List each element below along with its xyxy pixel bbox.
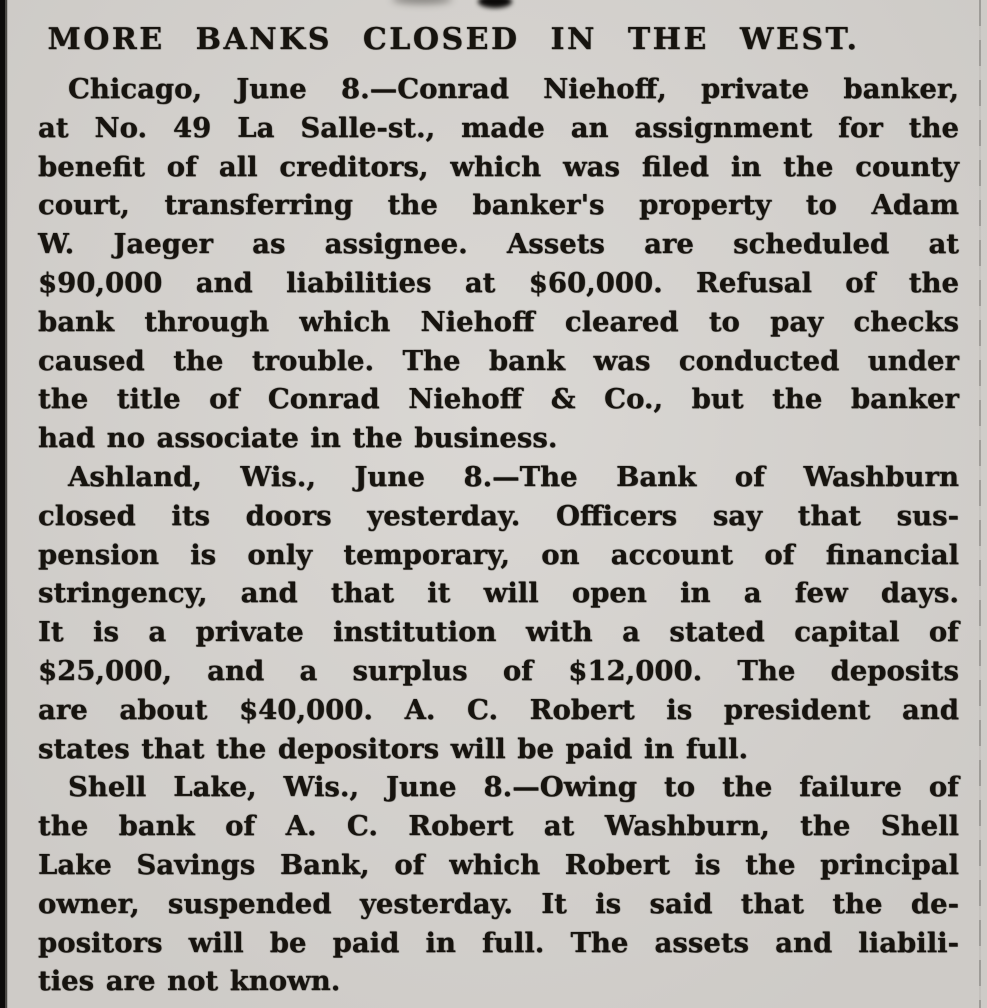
text-line: positors will be paid in full. The assets and liabili- bbox=[38, 926, 959, 959]
text-line: Chicago, June 8.—Conrad Niehoff, private banker, bbox=[68, 73, 959, 105]
text-line: are about $40,000. A. C. Robert is president and bbox=[38, 693, 959, 726]
text-line: Shell Lake, Wis., June 8.—Owing to the failure of bbox=[68, 771, 959, 804]
article-headline: MORE BANKS CLOSED IN THE WEST. bbox=[47, 22, 860, 57]
text-line: pension is only temporary, on account of financial bbox=[38, 538, 959, 571]
text-line: owner, suspended yesterday. It is said that the de- bbox=[38, 887, 959, 920]
text-line: court, transferring the banker's property to Adam bbox=[38, 189, 959, 222]
article-body bbox=[38, 70, 959, 1001]
text-line: had no associate in the business. bbox=[38, 422, 558, 455]
text-line: Ashland, Wis., June 8.—The Bank of Washburn bbox=[68, 460, 959, 493]
article-paragraph bbox=[38, 70, 959, 458]
text-line: caused the trouble. The bank was conducted under bbox=[38, 344, 959, 377]
column-rule-left bbox=[0, 0, 8, 1008]
text-line: benefit of all creditors, which was filed in the county bbox=[38, 150, 959, 183]
article-paragraph bbox=[38, 768, 959, 1001]
text-line: closed its doors yesterday. Officers say that sus- bbox=[38, 499, 959, 532]
text-line: $90,000 and liabilities at $60,000. Refusal of the bbox=[38, 266, 959, 299]
text-line: stringency, and that it will open in a few days. bbox=[38, 577, 959, 610]
text-line: the title of Conrad Niehoff & Co., but the banker bbox=[38, 383, 959, 416]
text-line: states that the depositors will be paid in full. bbox=[38, 732, 749, 765]
text-line: ties are not known. bbox=[38, 965, 341, 998]
text-line: Lake Savings Bank, of which Robert is the principal bbox=[38, 848, 959, 881]
column-rule-right bbox=[979, 0, 981, 1008]
text-line: W. Jaeger as assignee. Assets are scheduled at bbox=[38, 228, 959, 261]
text-line: $25,000, and a surplus of $12,000. The deposits bbox=[38, 654, 959, 687]
text-line: It is a private institution with a stated capital of bbox=[38, 616, 959, 649]
article bbox=[38, 0, 959, 1001]
article-paragraph bbox=[38, 458, 959, 768]
text-line: bank through which Niehoff cleared to pay checks bbox=[38, 305, 959, 338]
text-line: the bank of A. C. Robert at Washburn, the Shell bbox=[38, 810, 959, 843]
text-line: at No. 49 La Salle-st., made an assignment for the bbox=[38, 111, 959, 144]
